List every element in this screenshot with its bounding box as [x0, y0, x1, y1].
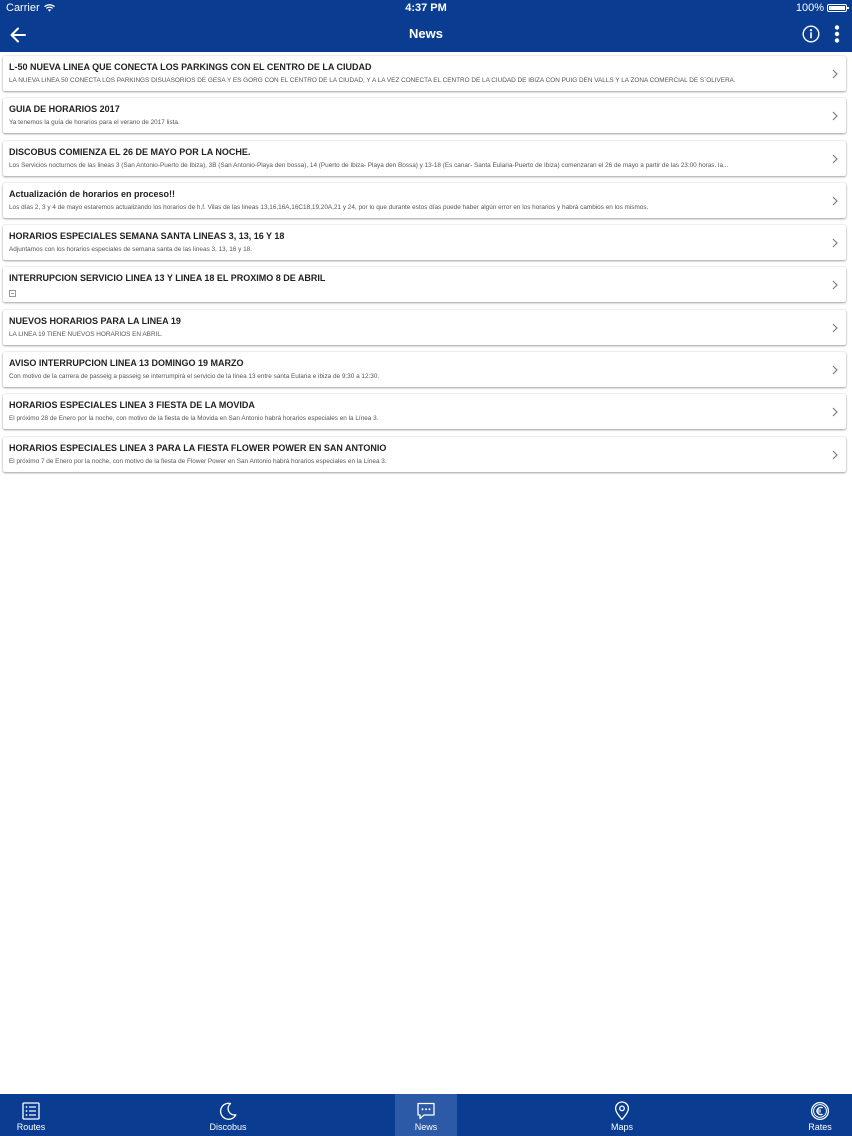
broken-image-icon: [9, 290, 16, 297]
map-pin-icon: [612, 1101, 632, 1121]
news-title: HORARIOS ESPECIALES LINEA 3 PARA LA FIESTA FLOWER POWER EN SAN ANTONIO: [9, 442, 387, 453]
chevron-right-icon: [830, 406, 840, 418]
news-item[interactable]: [3, 267, 846, 302]
news-item[interactable]: [3, 437, 846, 472]
tab-news-label: News: [414, 1122, 438, 1132]
tab-discobus-label: Discobus: [209, 1122, 247, 1132]
news-summary: LA LINEA 19 TIENE NUEVOS HORARIOS EN ABRIL.: [9, 330, 163, 338]
nav-row: [0, 18, 852, 52]
news-title: HORARIOS ESPECIALES LINEA 3 FIESTA DE LA MOVIDA: [9, 400, 255, 411]
more-options-button[interactable]: [830, 23, 844, 45]
news-summary: Los Servicios nocturnos de las lineas 3 (San Antonio-Puerto de Ibiza), 3B (San Antonio-Playa den bossa), 14 (Puerto de Ibiza- Playa den Bossa) y 13-18 (Es canar- Santa Eularia-Puerto de Ibiza) comenzaran el 26 de mayo a partir de las 23:00 horas. la...: [9, 161, 729, 169]
news-title: GUIA DE HORARIOS 2017: [9, 104, 120, 115]
moon-icon: [218, 1101, 238, 1121]
chevron-right-icon: [830, 195, 840, 207]
bottom-tab-bar: [0, 1094, 852, 1136]
battery-icon: [827, 4, 847, 12]
news-summary: Los días 2, 3 y 4 de mayo estaremos actualizando los horarios de h.f. Vilas de las lineas 13,16,16A,16C18,19,20A,21 y 24, por lo que durante estos días puede haber algún error en los horarios y habrá cambios en los mismos.: [9, 203, 649, 211]
info-circle-icon: [802, 25, 820, 43]
news-title: Actualización de horarios en proceso!!: [9, 188, 176, 199]
list-icon: [21, 1101, 41, 1121]
euro-coin-icon: [810, 1101, 830, 1121]
news-summary: El próximo 28 de Enero por la noche, con motivo de la fiesta de la Movida en San Antonio habrá horarios especiales en la Línea 3.: [9, 415, 379, 423]
top-app-bar: [0, 0, 852, 52]
chat-bubble-icon: [416, 1101, 436, 1121]
news-title: INTERRUPCION SERVICIO LINEA 13 Y LINEA 18 EL PROXIMO 8 DE ABRIL: [9, 273, 326, 284]
news-title: HORARIOS ESPECIALES SEMANA SANTA LINEAS 3, 13, 16 Y 18: [9, 231, 285, 242]
news-title: L-50 NUEVA LINEA QUE CONECTA LOS PARKINGS CON EL CENTRO DE LA CIUDAD: [9, 62, 372, 72]
news-item[interactable]: [3, 310, 846, 345]
news-summary: Ya tenemos la guía de horarios para el verano de 2017 lista.: [9, 119, 180, 127]
news-summary: El próximo 7 de Enero por la noche, con motivo de la fiesta de Flower Power en San Antonio habrá horarios especiales en la Línea 3.: [9, 457, 387, 465]
chevron-right-icon: [830, 68, 840, 80]
status-time: 4:37 PM: [405, 2, 447, 14]
chevron-right-icon: [830, 237, 840, 249]
tab-news[interactable]: [395, 1094, 457, 1136]
tab-maps-label: Maps: [610, 1122, 633, 1132]
carrier-label: Carrier: [6, 2, 40, 14]
tab-maps[interactable]: [591, 1094, 653, 1136]
news-item[interactable]: [3, 394, 846, 429]
news-item[interactable]: [3, 98, 846, 133]
news-item[interactable]: [3, 141, 846, 176]
chevron-right-icon: [830, 322, 840, 334]
news-item[interactable]: [3, 183, 846, 218]
news-summary: Adjuntamos con los horarios especiales de semana santa de las lineas 3, 13, 16 y 18.: [9, 246, 252, 254]
chevron-right-icon: [830, 279, 840, 291]
news-title: NUEVOS HORARIOS PARA LA LINEA 19: [9, 315, 181, 326]
news-summary: LA NUEVA LINEA 50 CONECTA LOS PARKINGS DISUASORIOS DE GESA Y ES GORG CON EL CENTRO DE LA CIUDAD, Y A LA VEZ CONECTA EL CENTRO DE LA CIUDAD DE IBIZA CON PUIG DEN VALLS Y LA ZONA COMERCIAL DE S´OLIVERA.: [9, 77, 736, 84]
news-list: [3, 56, 846, 479]
news-title: AVISO INTERRUPCION LINEA 13 DOMINGO 19 MARZO: [9, 358, 244, 369]
tab-routes-label: Routes: [16, 1122, 46, 1132]
battery-group: [796, 2, 847, 14]
tab-rates-label: Rates: [808, 1122, 832, 1132]
news-item[interactable]: [3, 225, 846, 260]
news-item[interactable]: [3, 352, 846, 387]
news-item[interactable]: [3, 56, 846, 91]
battery-percent: 100%: [795, 2, 824, 14]
status-bar: [0, 0, 852, 18]
tab-routes[interactable]: [0, 1094, 62, 1136]
chevron-right-icon: [830, 364, 840, 376]
chevron-right-icon: [830, 153, 840, 165]
page-title: News: [409, 26, 443, 41]
info-button[interactable]: [800, 23, 822, 45]
chevron-right-icon: [830, 110, 840, 122]
tab-discobus[interactable]: [197, 1094, 259, 1136]
news-summary: Con motivo de la carrera de passeig a passeig se interrumpirá el servicio de la línea 13 entre santa Eularia e ibiza de 9:30 a 12:30.: [9, 373, 380, 381]
news-title: DISCOBUS COMIENZA EL 26 DE MAYO POR LA NOCHE.: [9, 146, 251, 157]
tab-rates[interactable]: [789, 1094, 851, 1136]
chevron-right-icon: [830, 449, 840, 461]
vertical-dots-icon: [834, 25, 840, 43]
